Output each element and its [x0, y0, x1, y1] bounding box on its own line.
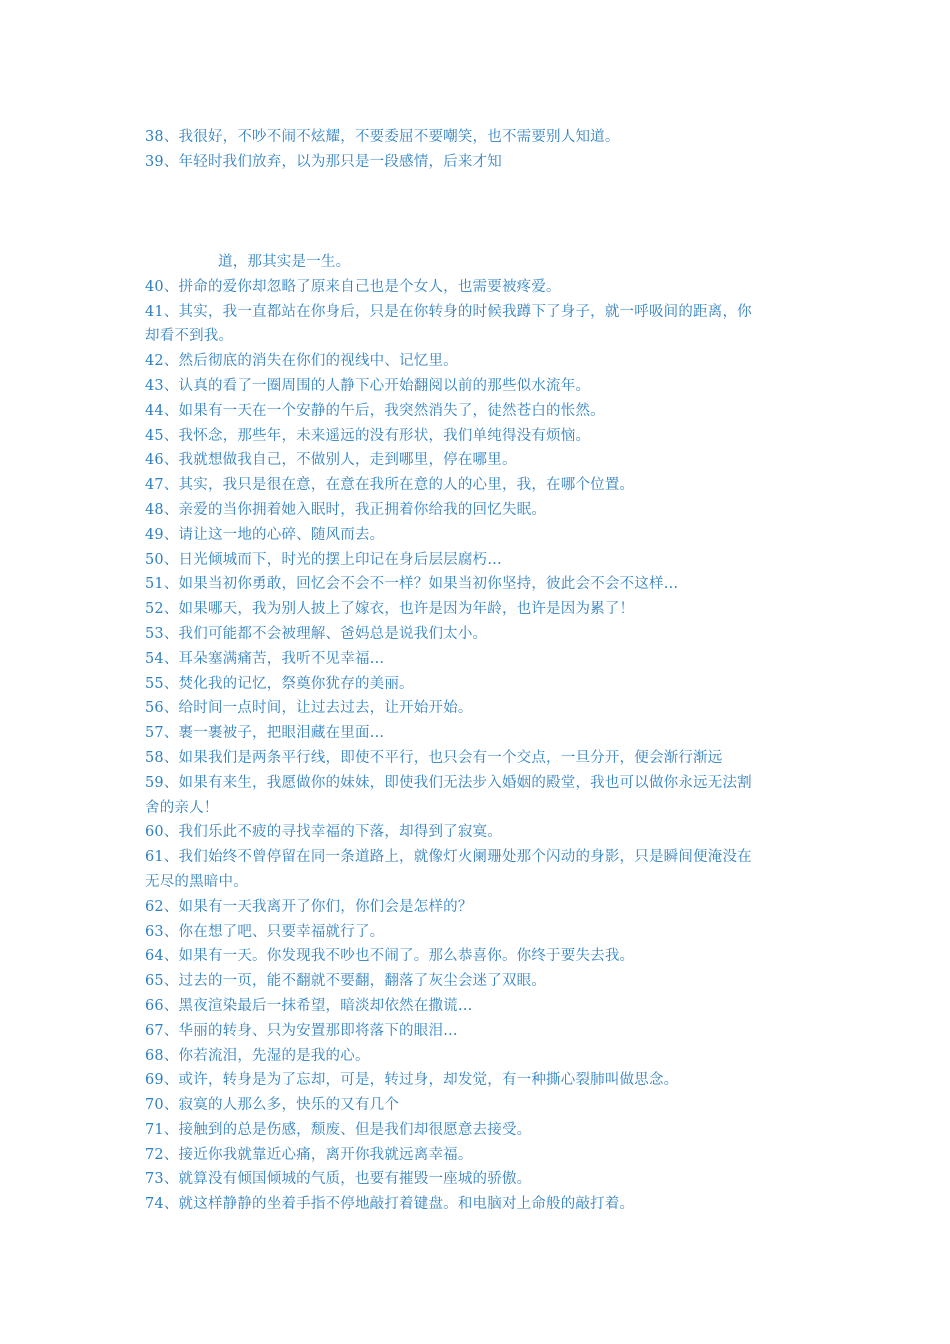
text-line-72: 72、接近你我就靠近心痛，离开你我就远离幸福。 — [145, 1146, 473, 1163]
text-line-40: 40、拼命的爱你却忽略了原来自己也是个女人，也需要被疼爱。 — [145, 278, 561, 295]
text-line-58: 58、如果我们是两条平行线，即使不平行，也只会有一个交点，一旦分开，便会渐行渐远 — [145, 749, 723, 766]
text-line-51: 51、如果当初你勇敢，回忆会不会不一样？如果当初你坚持，彼此会不会不这样… — [145, 576, 679, 593]
text-block-main — [145, 250, 810, 1217]
text-line-41-continued: 却看不到我。 — [145, 328, 234, 345]
text-line-66: 66、黑夜渲染最后一抹希望，暗淡却依然在撒谎… — [145, 997, 473, 1014]
text-line-39-continued: 道，那其实是一生。 — [218, 254, 351, 270]
text-line-55: 55、焚化我的记忆，祭奠你犹存的美丽。 — [145, 675, 414, 692]
text-line-69: 69、或许，转身是为了忘却，可是，转过身，却发觉，有一种撕心裂肺叫做思念。 — [145, 1072, 679, 1089]
text-line-44: 44、如果有一天在一个安静的午后，我突然消失了，徒然苍白的怅然。 — [145, 402, 605, 419]
text-line-71: 71、接触到的总是伤感，颓废、但是我们却很愿意去接受。 — [145, 1121, 532, 1138]
text-line-67: 67、华丽的转身、只为安置那即将落下的眼泪… — [145, 1022, 458, 1039]
text-line-43: 43、认真的看了一圈周围的人静下心开始翻阅以前的那些似水流年。 — [145, 377, 591, 394]
text-line-73: 73、就算没有倾国倾城的气质，也要有摧毁一座城的骄傲。 — [145, 1171, 532, 1188]
text-line-45: 45、我怀念，那些年，未来遥远的没有形状，我们单纯得没有烦恼。 — [145, 427, 591, 444]
text-line-61-continued: 无尽的黑暗中。 — [145, 873, 248, 890]
text-line-64: 64、如果有一天。你发现我不吵也不闹了。那么恭喜你。你终于要失去我。 — [145, 948, 635, 965]
text-line-50: 50、日光倾城而下，时光的摆上印记在身后层层腐朽… — [145, 551, 502, 568]
text-line-38: 38、我很好，不吵不闹不炫耀，不要委屈不要嘲笑，也不需要别人知道。 — [145, 129, 620, 145]
text-line-74: 74、就这样静静的坐着手指不停地敲打着键盘。和电脑对上命般的敲打着。 — [145, 1196, 635, 1213]
text-line-60: 60、我们乐此不疲的寻找幸福的下落，却得到了寂寞。 — [145, 824, 502, 841]
text-line-53: 53、我们可能都不会被理解、爸妈总是说我们太小。 — [145, 625, 488, 642]
text-line-54: 54、耳朵塞满痛苦，我听不见幸福… — [145, 650, 385, 667]
text-line-56: 56、给时间一点时间，让过去过去，让开始开始。 — [145, 700, 473, 717]
text-line-52: 52、如果哪天，我为别人披上了嫁衣，也许是因为年龄，也许是因为累了！ — [145, 601, 635, 618]
text-line-48: 48、亲爱的当你拥着她入眠时，我正拥着你给我的回忆失眠。 — [145, 501, 547, 518]
text-line-46: 46、我就想做我自己，不做别人，走到哪里，停在哪里。 — [145, 452, 517, 469]
text-line-63: 63、你在想了吧、只要幸福就行了。 — [145, 923, 385, 940]
text-line-59: 59、如果有来生，我愿做你的妹妹，即使我们无法步入婚姻的殿堂，我也可以做你永远无法割 — [145, 774, 752, 791]
text-line-39: 39、年轻时我们放弃，以为那只是一段感情，后来才知 — [145, 153, 502, 170]
text-line-61: 61、我们始终不曾停留在同一条道路上，就像灯火阑珊处那个闪动的身影，只是瞬间便淹没在 — [145, 849, 752, 866]
text-line-47: 47、其实，我只是很在意，在意在我所在意的人的心里，我，在哪个位置。 — [145, 477, 635, 494]
text-block-top — [145, 125, 810, 175]
text-line-65: 65、过去的一页，能不翻就不要翻，翻落了灰尘会迷了双眼。 — [145, 973, 547, 990]
text-line-70: 70、寂寞的人那么多，快乐的又有几个 — [145, 1097, 400, 1114]
text-line-62: 62、如果有一天我离开了你们，你们会是怎样的？ — [145, 898, 473, 915]
text-line-57: 57、裹一裹被子，把眼泪藏在里面… — [145, 725, 385, 742]
text-line-59-continued: 舍的亲人！ — [145, 799, 219, 816]
text-line-41: 41、其实，我一直都站在你身后，只是在你转身的时候我蹲下了身子，就一呼吸间的距离，你 — [145, 303, 752, 320]
text-line-49: 49、请让这一地的心碎、随风而去。 — [145, 526, 385, 543]
text-line-42: 42、然后彻底的消失在你们的视线中、记忆里。 — [145, 353, 458, 370]
text-line-68: 68、你若流泪，先湿的是我的心。 — [145, 1047, 370, 1064]
